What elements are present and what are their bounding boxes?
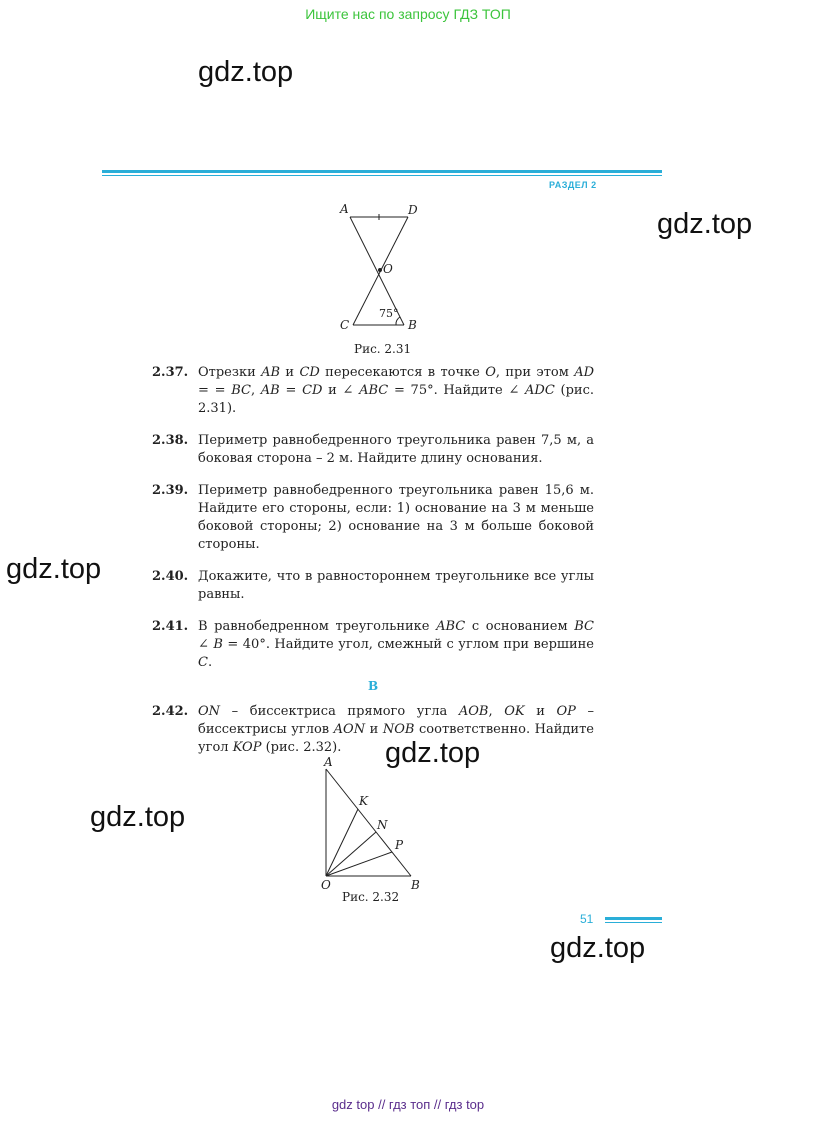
header-rule xyxy=(102,170,662,173)
angle-label: 75° xyxy=(379,307,399,320)
problem-number: 2.42. xyxy=(152,704,189,719)
watermark: gdz.top xyxy=(657,208,753,240)
problem-2-39 xyxy=(152,482,594,554)
point-o xyxy=(378,268,382,272)
problem-number: 2.40. xyxy=(152,569,189,584)
problem-2-40 xyxy=(152,568,594,604)
watermark: gdz.top xyxy=(6,553,102,585)
watermark: gdz.top xyxy=(550,932,646,964)
watermark: gdz.top xyxy=(385,737,481,769)
label-b: B xyxy=(408,318,417,332)
segment-ab xyxy=(326,769,411,876)
problem-2-38 xyxy=(152,432,594,468)
problem-text: Периметр равнобедренного треугольника равен 7,5 м, а боковая сторона – 2 м. Найдите длину основания. xyxy=(198,433,594,466)
label-a: A xyxy=(340,202,349,216)
figure-2-32 xyxy=(316,753,426,891)
figure-caption: Рис. 2.31 xyxy=(354,342,412,356)
watermark: gdz.top xyxy=(90,801,186,833)
label-d: D xyxy=(408,203,418,217)
label-p: P xyxy=(395,838,404,852)
label-o: O xyxy=(383,262,393,276)
problem-number: 2.41. xyxy=(152,619,189,634)
footer-rule xyxy=(605,917,662,920)
section-label: РАЗДЕЛ 2 xyxy=(549,180,597,190)
label-c: C xyxy=(340,318,350,332)
problem-text: В равнобедренном треугольнике ABC с основанием BC ∠ B = 40°. Найдите угол, смежный с углом при вершине C. xyxy=(198,619,594,670)
watermark: gdz.top xyxy=(198,56,294,88)
problem-text: Периметр равнобедренного треугольника равен 15,6 м. Найдите его стороны, если: 1) основание на 3 м меньше боковой стороны; 2) основание на 3 м больше боковой стороны. xyxy=(198,483,594,552)
label-k: K xyxy=(359,794,368,808)
problem-text: ON – биссектриса прямого угла AOB, OK и OP – биссектрисы углов AON и NOB соответственно. Найдите угол KOP (рис. 2.32). xyxy=(198,704,594,755)
label-n: N xyxy=(377,818,388,832)
page-number: 51 xyxy=(580,912,594,926)
footer-links[interactable]: gdz top // гдз топ // гдз top xyxy=(331,1097,485,1112)
search-hint-link[interactable]: Ищите нас по запросу ГДЗ ТОП xyxy=(305,6,511,22)
problem-2-42 xyxy=(152,703,594,757)
footer-rule-thin xyxy=(605,922,662,923)
label-o: O xyxy=(321,878,331,891)
problem-text: Докажите, что в равностороннем треугольнике все углы равны. xyxy=(198,569,594,602)
problem-2-37 xyxy=(152,364,594,418)
label-a: A xyxy=(324,755,333,769)
problem-number: 2.38. xyxy=(152,433,189,448)
problem-text: Отрезки AB и CD пересекаются в точке O, при этом AD = = BC, AB = CD и ∠ ABC = 75°. Найдите ∠ ADC (рис. 2.31). xyxy=(198,365,594,416)
problem-number: 2.37. xyxy=(152,365,189,380)
problem-number: 2.39. xyxy=(152,483,189,498)
ray-on xyxy=(326,832,376,876)
figure-caption: Рис. 2.32 xyxy=(342,890,400,904)
figure-2-31 xyxy=(330,200,430,336)
header-rule-thin xyxy=(102,175,662,176)
level-label: B xyxy=(368,679,379,693)
problem-2-41 xyxy=(152,618,594,672)
label-b: B xyxy=(411,878,420,891)
